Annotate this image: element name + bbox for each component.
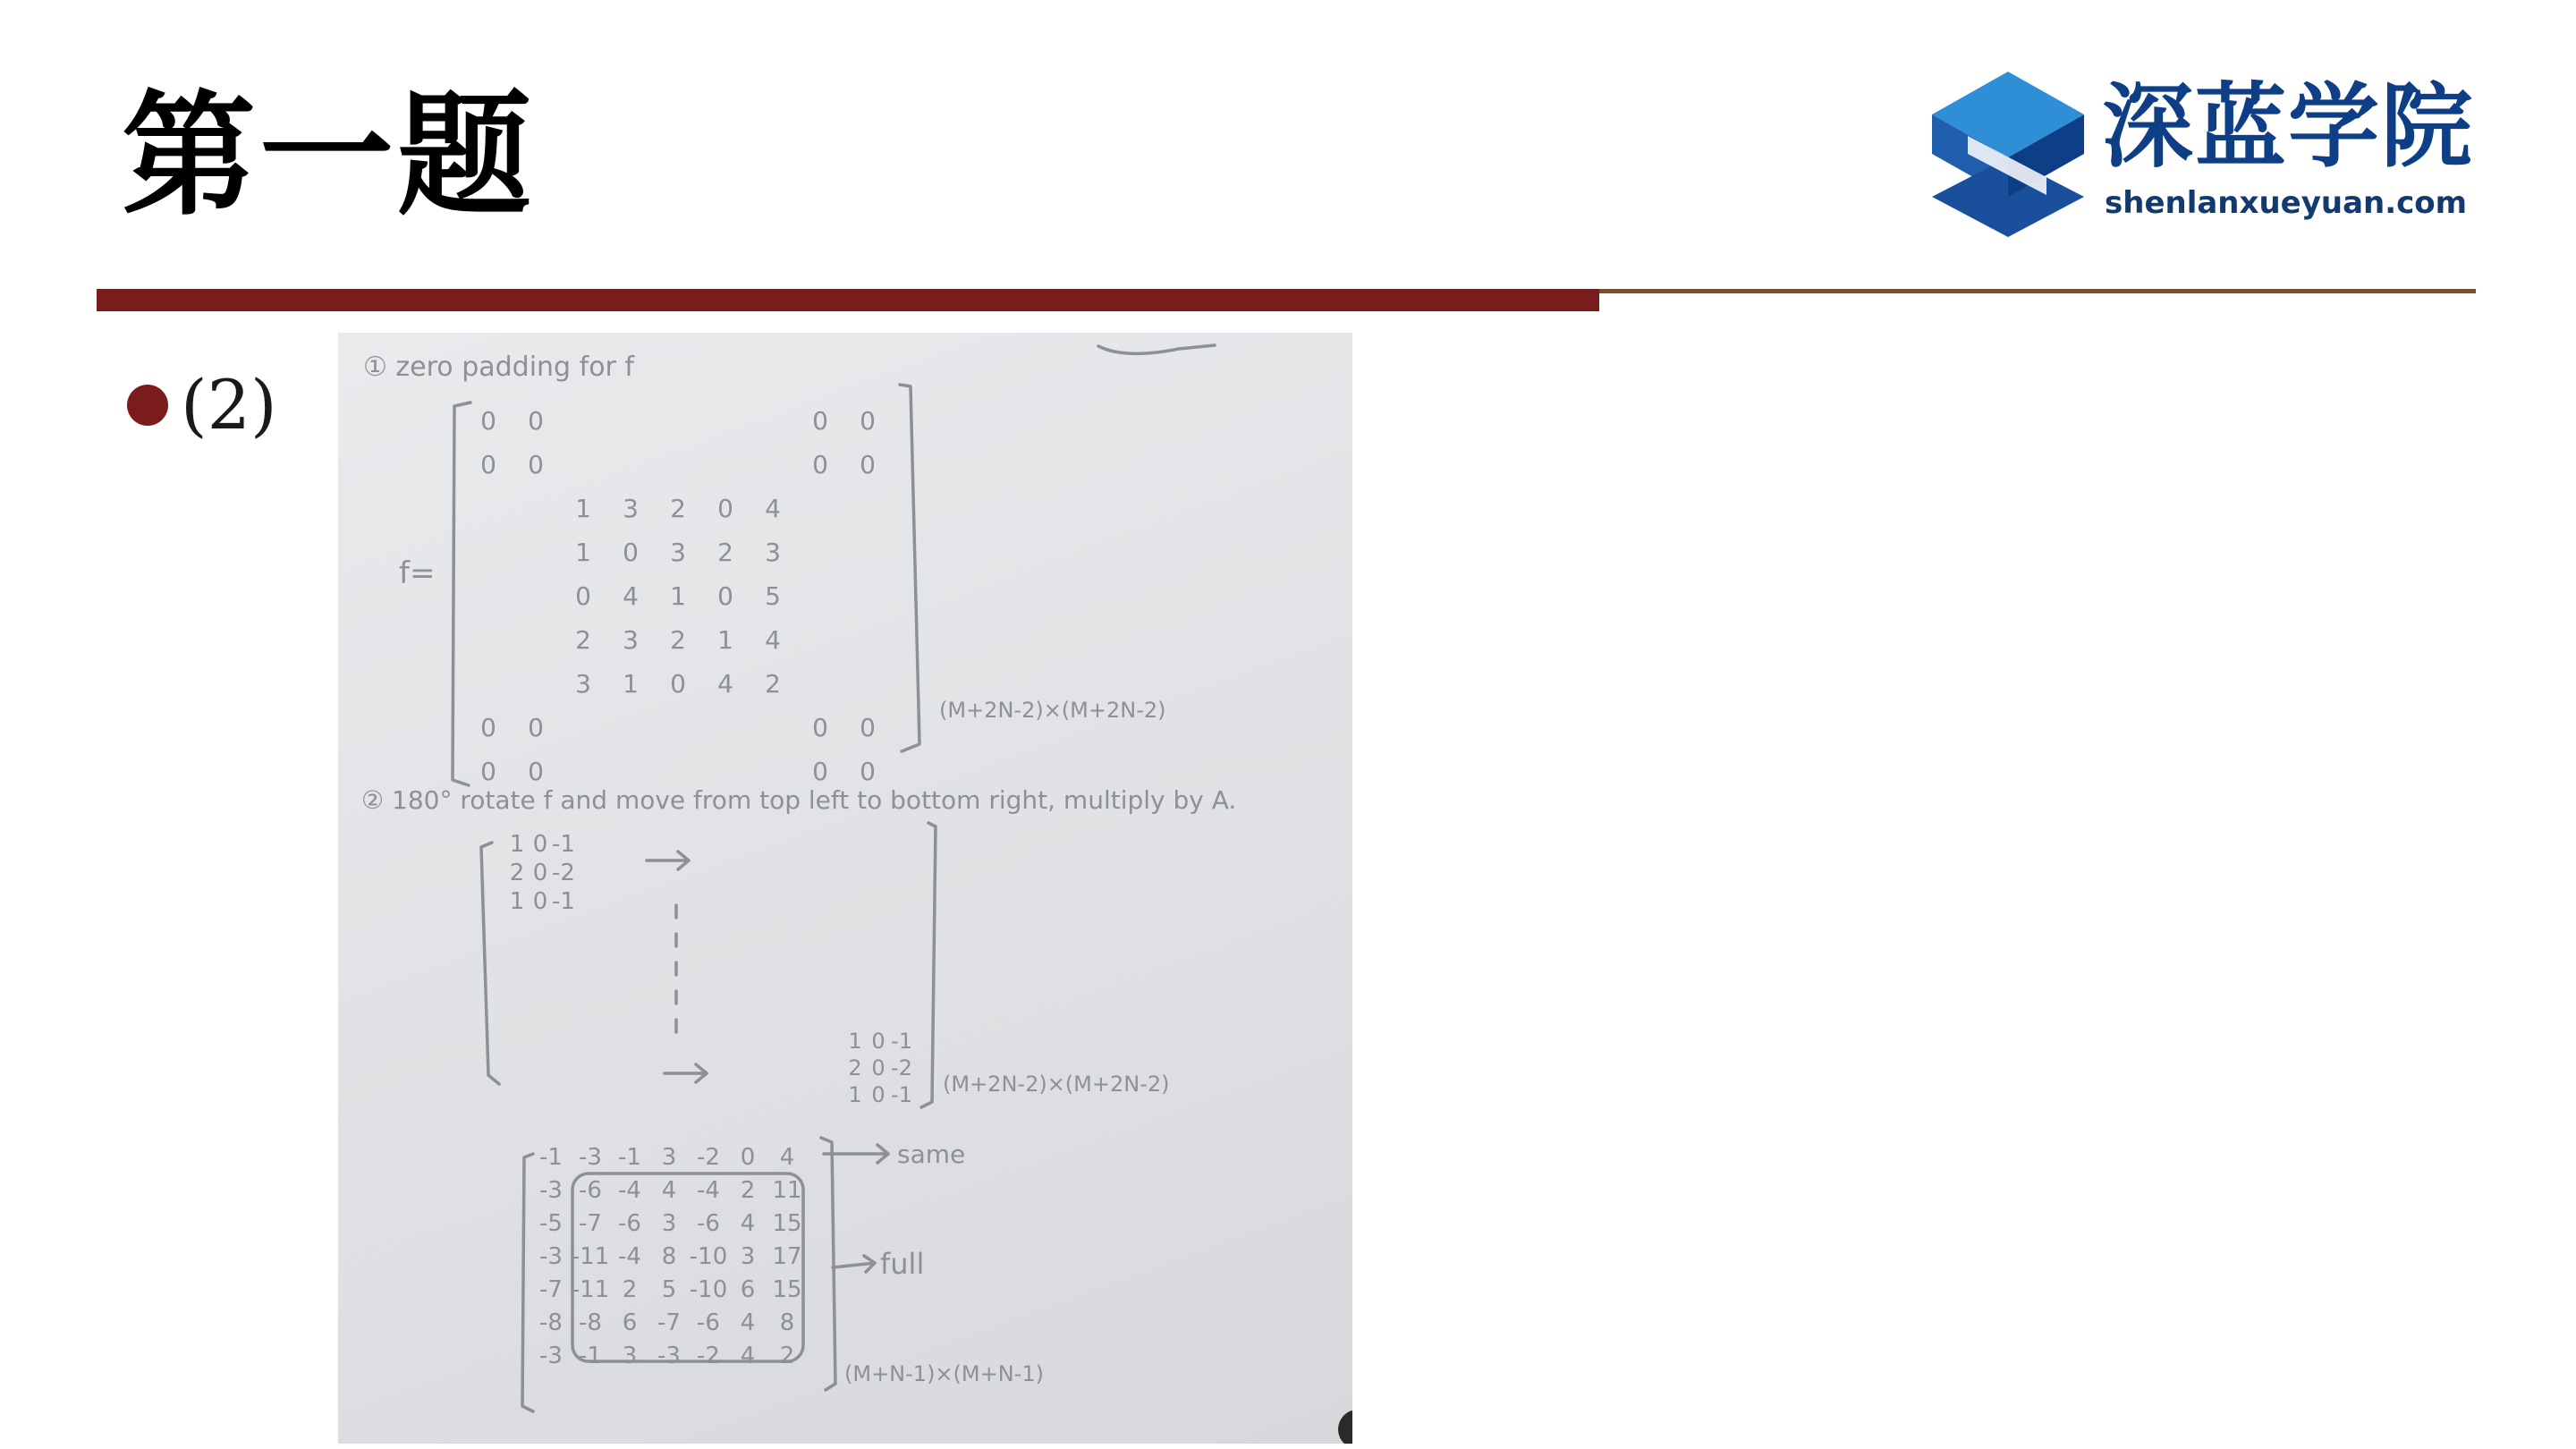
logo — [1932, 72, 2474, 242]
kernel-start-cell: -1 — [552, 888, 575, 915]
f-matrix-cell: 0 — [480, 406, 496, 436]
bullet-dot-icon — [127, 385, 168, 426]
f-matrix-cell: 4 — [765, 625, 781, 655]
f-matrix-cell: 0 — [812, 757, 828, 786]
logo-domain: shenlanxueyuan.com — [2105, 185, 2468, 221]
result-matrix-cell: 11 — [772, 1177, 802, 1204]
top-arrow-stroke — [1098, 345, 1215, 353]
result-matrix-cell: -11 — [571, 1243, 610, 1270]
result-matrix-cell: -6 — [697, 1210, 720, 1237]
result-matrix-cell: 3 — [740, 1243, 756, 1270]
f-matrix-cell: 0 — [812, 406, 828, 436]
result-size-note: (M+N-1)×(M+N-1) — [844, 1361, 1044, 1386]
result-matrix-cell: 4 — [779, 1144, 795, 1171]
result-matrix-cell: 4 — [740, 1343, 756, 1369]
kernel-end-cell: -2 — [891, 1055, 912, 1080]
result-matrix-cell: 6 — [622, 1309, 638, 1336]
f-matrix-cell: 0 — [623, 538, 639, 567]
f-matrix-cell: 0 — [528, 713, 544, 742]
f-matrix-cell: 1 — [623, 669, 639, 699]
kernel-start-cell: -2 — [552, 860, 575, 886]
f-matrix-cell: 1 — [670, 581, 686, 611]
result-right-bracket — [821, 1138, 835, 1390]
result-matrix-cell: 3 — [661, 1144, 677, 1171]
result-matrix-cell: 2 — [779, 1343, 795, 1369]
header-rule-thin — [1599, 289, 2476, 293]
kernel-end-cell: 1 — [848, 1029, 862, 1054]
result-matrix-cell: 3 — [622, 1343, 638, 1369]
result-matrix-cell: -4 — [618, 1177, 641, 1204]
result-matrix-cell: -10 — [689, 1276, 728, 1303]
f-matrix-cell: 4 — [765, 494, 781, 523]
f-matrix-cell: 0 — [528, 406, 544, 436]
f-matrix-cell: 0 — [717, 581, 733, 611]
f-padded-matrix — [480, 406, 876, 786]
kernel-start-cell: -1 — [552, 831, 575, 858]
result-matrix-cell: 17 — [772, 1243, 802, 1270]
result-matrix-cell: -2 — [697, 1144, 720, 1171]
f-matrix-cell: 0 — [528, 450, 544, 479]
result-matrix-cell: 6 — [740, 1276, 756, 1303]
result-matrix-cell: -4 — [618, 1243, 641, 1270]
kernel-right-bracket — [921, 823, 936, 1107]
result-matrix-cell: -3 — [539, 1343, 563, 1369]
f-right-bracket — [900, 385, 919, 751]
result-matrix-cell: -11 — [571, 1276, 610, 1303]
bullet-item — [127, 365, 277, 445]
kernel-end-cell: -1 — [891, 1029, 912, 1054]
result-matrix-cell: -3 — [579, 1144, 602, 1171]
kernel-start-cell: 0 — [532, 860, 548, 886]
f-matrix-cell: 0 — [860, 757, 876, 786]
kernel-end-cell: 0 — [871, 1082, 886, 1107]
result-matrix-cell: 4 — [740, 1210, 756, 1237]
kernel-start-cell: 2 — [509, 860, 525, 886]
photo-corner-blob — [1338, 1410, 1352, 1444]
bullet-label: (2) — [181, 365, 277, 445]
logo-name-cn: 深蓝学院 — [2102, 74, 2474, 181]
f-matrix-cell: 0 — [860, 450, 876, 479]
f-matrix-cell: 0 — [480, 713, 496, 742]
result-matrix-cell: -10 — [689, 1243, 728, 1270]
f-matrix-cell: 3 — [765, 538, 781, 567]
f-label: f= — [399, 555, 436, 591]
kernel-end-cell: 0 — [871, 1055, 886, 1080]
f-left-bracket — [453, 402, 470, 785]
same-label: same — [897, 1140, 966, 1169]
f-matrix-cell: 0 — [480, 757, 496, 786]
f-matrix-cell: 3 — [623, 625, 639, 655]
f-matrix-cell: 0 — [812, 713, 828, 742]
f-matrix-cell: 0 — [575, 581, 591, 611]
f-size-note: (M+2N-2)×(M+2N-2) — [939, 698, 1166, 723]
result-matrix-cell: -3 — [657, 1343, 681, 1369]
f-matrix-cell: 2 — [575, 625, 591, 655]
kernel-start-cell: 1 — [509, 888, 525, 915]
kernel-end-cell: -1 — [891, 1082, 912, 1107]
result-matrix-cell: -6 — [579, 1177, 602, 1204]
f-matrix-cell: 0 — [812, 450, 828, 479]
result-matrix-cell: -3 — [539, 1243, 563, 1270]
f-matrix-cell: 4 — [717, 669, 733, 699]
kernel-end — [848, 1029, 912, 1107]
logo-mark-icon — [1932, 72, 2084, 237]
result-left-bracket — [522, 1154, 533, 1411]
result-matrix-cell: 4 — [661, 1177, 677, 1204]
f-matrix-cell: 0 — [480, 450, 496, 479]
result-matrix-cell: -6 — [697, 1309, 720, 1336]
result-matrix — [539, 1144, 802, 1369]
result-matrix-cell: -4 — [697, 1177, 720, 1204]
result-matrix-cell: -2 — [697, 1343, 720, 1369]
result-matrix-cell: 8 — [661, 1243, 677, 1270]
f-matrix-cell: 0 — [670, 669, 686, 699]
f-matrix-cell: 0 — [860, 406, 876, 436]
f-matrix-cell: 1 — [575, 538, 591, 567]
f-matrix-cell: 2 — [765, 669, 781, 699]
f-matrix-cell: 2 — [670, 625, 686, 655]
f-matrix-cell: 1 — [575, 494, 591, 523]
f-matrix-cell: 4 — [623, 581, 639, 611]
result-matrix-cell: -7 — [657, 1309, 681, 1336]
kernel-left-bracket — [481, 843, 499, 1084]
result-matrix-cell: 3 — [661, 1210, 677, 1237]
result-matrix-cell: -8 — [539, 1309, 563, 1336]
f-matrix-cell: 0 — [860, 713, 876, 742]
result-matrix-cell: -1 — [539, 1144, 563, 1171]
result-matrix-cell: 15 — [772, 1276, 802, 1303]
full-arrow — [833, 1256, 875, 1272]
f-matrix-cell: 0 — [717, 494, 733, 523]
f-matrix-cell: 0 — [528, 757, 544, 786]
result-matrix-cell: -1 — [618, 1144, 641, 1171]
f-matrix-cell: 3 — [670, 538, 686, 567]
f-matrix-cell: 3 — [575, 669, 591, 699]
handwriting-canvas — [338, 333, 1352, 1444]
f-matrix-cell: 5 — [765, 581, 781, 611]
result-matrix-cell: -3 — [539, 1177, 563, 1204]
kernel-start-cell: 0 — [532, 888, 548, 915]
kernel-end-cell: 2 — [848, 1055, 862, 1080]
handwritten-solution-photo — [338, 333, 1352, 1444]
slide-title: 第一题 — [122, 79, 536, 234]
f-matrix-cell: 2 — [670, 494, 686, 523]
kernel-size-note: (M+2N-2)×(M+2N-2) — [943, 1072, 1170, 1097]
result-matrix-cell: 0 — [740, 1144, 756, 1171]
step2-heading: ② 180° rotate f and move from top left to bottom right, multiply by A. — [361, 785, 1237, 815]
kernel-move-arrow-right — [647, 852, 689, 869]
result-matrix-cell: -7 — [539, 1276, 563, 1303]
kernel-start — [510, 831, 575, 915]
result-matrix-cell: 8 — [779, 1309, 795, 1336]
kernel-end-cell: 0 — [871, 1029, 886, 1054]
result-matrix-cell: 15 — [772, 1210, 802, 1237]
result-matrix-cell: 2 — [740, 1177, 756, 1204]
full-label: full — [880, 1247, 925, 1281]
f-matrix-cell: 3 — [623, 494, 639, 523]
result-matrix-cell: -1 — [579, 1343, 602, 1369]
result-matrix-cell: -7 — [579, 1210, 602, 1237]
kernel-move-arrow-end — [665, 1064, 707, 1082]
f-matrix-cell: 2 — [717, 538, 733, 567]
f-matrix-cell: 1 — [717, 625, 733, 655]
result-matrix-cell: 5 — [661, 1276, 677, 1303]
result-matrix-cell: 2 — [622, 1276, 638, 1303]
result-matrix-cell: -6 — [618, 1210, 641, 1237]
step1-heading: ① zero padding for f — [363, 352, 634, 383]
kernel-end-cell: 1 — [848, 1082, 862, 1107]
result-matrix-cell: -8 — [579, 1309, 602, 1336]
result-matrix-cell: -5 — [539, 1210, 563, 1237]
kernel-start-cell: 0 — [532, 831, 548, 858]
header-rule-thick — [97, 289, 1599, 311]
result-matrix-cell: 4 — [740, 1309, 756, 1336]
kernel-start-cell: 1 — [509, 831, 525, 858]
